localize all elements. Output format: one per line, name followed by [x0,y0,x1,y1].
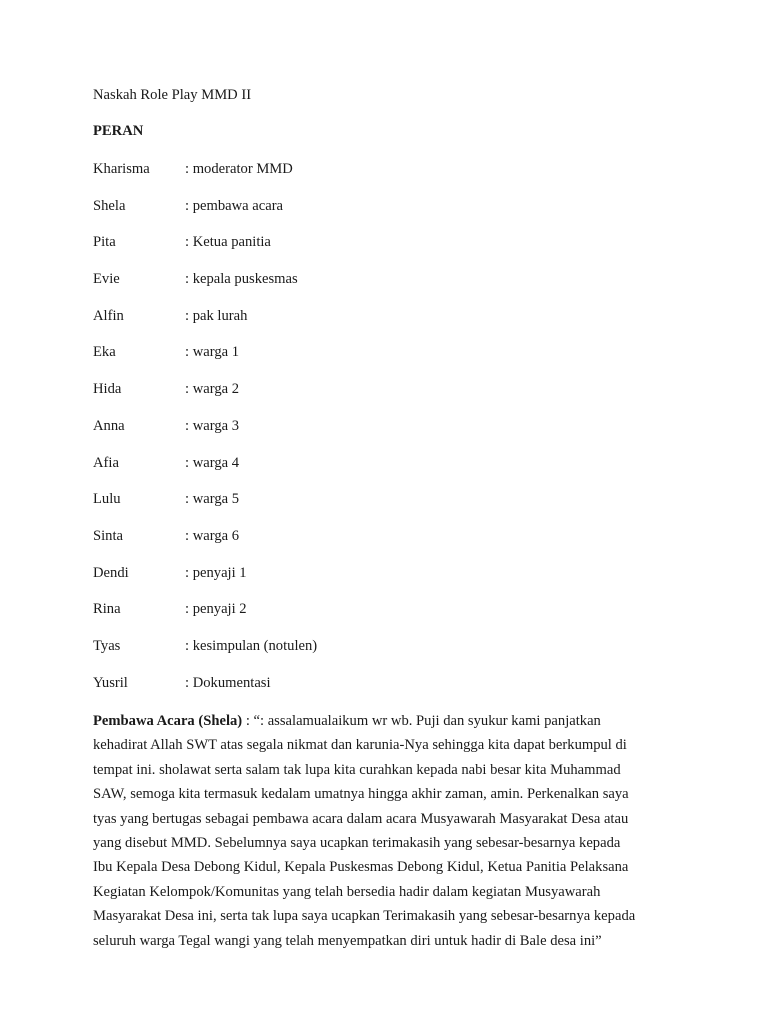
role-row [93,417,317,454]
role-name: Kharisma [93,161,150,177]
role-row [93,233,317,270]
speech-line: yang disebut MMD. Sebelumnya saya ucapkan terimakasih yang sebesar-besarnya kepada [93,835,621,852]
role-row [93,637,317,674]
role-row [93,564,317,601]
role-row [93,674,317,711]
role-name: Eka [93,344,116,361]
speech-opening: : “: assalamualaikum wr wb. Puji dan syukur kami panjatkan [242,713,601,729]
role-name: Afia [93,454,119,471]
role-name: Hida [93,381,122,398]
role-description: : kesimpulan (notulen) [185,637,318,654]
speech-line: Kegiatan Kelompok/Komunitas yang telah bersedia hadir dalam kegiatan Musyawarah [93,883,601,900]
speech-line: kehadirat Allah SWT atas segala nikmat dan karunia-Nya sehingga kita dapat berkumpul di [93,737,627,754]
speech-line: seluruh warga Tegal wangi yang telah menyempatkan diri untuk hadir di Bale desa ini” [93,932,602,949]
role-description: : kepala puskesmas [185,271,298,288]
role-name: Sinta [93,527,123,544]
role-row [93,527,317,564]
speech-line: SAW, semoga kita termasuk kedalam umatnya hingga akhir zaman, amin. Perkenalkan saya [93,786,629,803]
section-heading-peran: PERAN [93,123,144,139]
role-name: Dendi [93,564,129,581]
role-row [93,270,317,307]
role-name: Evie [93,271,120,288]
document-title: Naskah Role Play MMD II [93,87,252,103]
speech-line: tempat ini. sholawat serta salam tak lupa kita curahkan kepada nabi besar kita Muhammad [93,761,621,778]
role-row [93,197,317,234]
speech-line: tyas yang bertugas sebagai pembawa acara dalam acara Musyawarah Masyarakat Desa atau [93,810,629,827]
speaker-name: Pembawa Acara (Shela) [93,713,243,729]
role-row [93,600,317,637]
role-description: : warga 6 [185,527,240,544]
speech-line [93,709,683,733]
role-row [93,307,317,344]
role-description: : warga 1 [185,344,240,361]
role-description: : Dokumentasi [185,674,271,691]
role-name: Pita [93,234,116,251]
speech-line: Masyarakat Desa ini, serta tak lupa saya ucapkan Terimakasih yang sebesar-besarnya kepada [93,908,636,925]
role-name: Alfin [93,307,124,324]
role-row [93,490,317,527]
role-description: : moderator MMD [185,161,293,177]
role-description: : warga 5 [185,491,240,508]
role-name: Anna [93,417,125,434]
role-name: Yusril [93,674,128,691]
role-name: Rina [93,601,121,618]
role-description: : penyaji 1 [185,564,247,581]
role-name: Shela [93,197,126,214]
role-description: : warga 4 [185,454,240,471]
role-row [93,380,317,417]
role-description: : Ketua panitia [185,234,271,251]
role-name: Lulu [93,491,121,508]
role-row [93,160,317,197]
role-list [93,160,317,710]
speech-paragraph [93,709,683,953]
role-description: : warga 3 [185,417,240,434]
role-description: : pembawa acara [185,197,284,214]
role-description: : pak lurah [185,307,248,324]
role-row [93,343,317,380]
role-description: : warga 2 [185,381,240,398]
speech-line: Ibu Kepala Desa Debong Kidul, Kepala Puskesmas Debong Kidul, Ketua Panitia Pelaksana [93,859,629,876]
role-row [93,454,317,491]
role-name: Tyas [93,637,121,654]
role-description: : penyaji 2 [185,601,247,618]
